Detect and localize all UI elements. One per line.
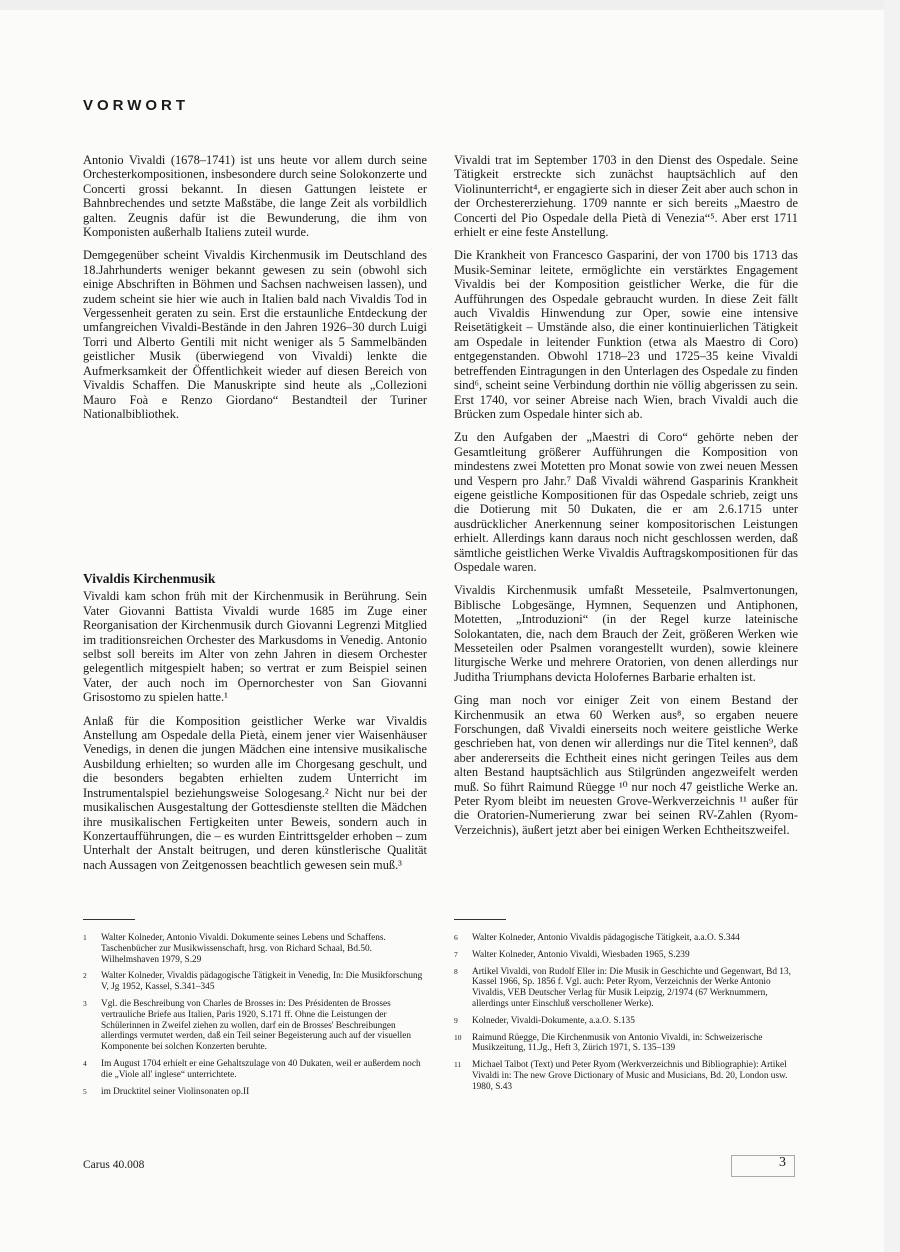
footnote-number: 3 (83, 998, 87, 1008)
footnote (454, 1060, 798, 1092)
left-column-top (83, 153, 427, 430)
footnote-text: Vgl. die Beschreibung von Charles de Brosses in: Des Présidenten de Brosses vertrauliche Briefe aus Italien, Paris 1920, S.171 ff. Ohne die Leistungen der Schülerinnen in Zweifel ziehen zu wollen, darf ein de Brosses' Beschreibungen allerdings vermutet werden, daß ein Teil seiner Begeisterung auch auf der visuellen Komponente bei solchen Konzerten beruhte. (101, 998, 411, 1053)
page-number: 3 (779, 1155, 786, 1170)
paragraph: Vivaldi kam schon früh mit der Kirchenmusik in Berührung. Sein Vater Giovanni Battista Vivaldi wurde 1685 im Zuge einer Reorganisation der Kirchenmusik durch Giovanni Legrenzi Mitglied im traditionsreichen Orchester des Markusdoms in Venedig. Antonio selbst soll bereits im Alter von zehn Jahren in diesem Orchester gelegentlich mitgespielt haben; so vertrat er zum Beispiel seinen Vater, der auch noch im Opernorchester von San Giovanni Grisostomo zu spielen hatte.¹ (83, 589, 427, 705)
footnote-number: 11 (454, 1060, 462, 1070)
footnote (454, 1033, 798, 1055)
footnote-text: Im August 1704 erhielt er eine Gehaltszulage von 40 Dukaten, weil er außerdem noch die „Viole all' inglese“ unterrichtete. (101, 1058, 421, 1080)
footnote-text: Walter Kolneder, Antonio Vivaldi, Wiesbaden 1965, S.239 (472, 949, 690, 960)
paragraph: Ging man noch vor einiger Zeit von einem Bestand der Kirchenmusik an etwa 60 Werken aus⁸, so ergaben neuere Forschungen, daß Vivaldi einerseits noch weitere geistliche Werke geschrieben hat, von denen wir allerdings nur die Titel kennen⁹, daß aber andererseits die Echtheit eines nicht geringen Teiles aus dem alten Bestand hauptsächlich aus Stilgründen angezweifelt werden muß. So führt Raimund Rüegge ¹⁰ nur noch 47 geistliche Werke an. Peter Ryom bleibt im neuesten Grove-Werkverzeichnis ¹¹ außer für die Oratorien-Numerierung zwar bei seinen RV-Zahlen (Ryom-Verzeichnis), äußert jetzt aber bei einigen Werken Echtheitszweifel. (454, 693, 798, 837)
footnote-text: im Drucktitel seiner Violinsonaten op.II (101, 1086, 250, 1097)
section-title: Vivaldis Kirchenmusik (83, 571, 216, 586)
publisher-catalog-number: Carus 40.008 (83, 1159, 145, 1171)
footnote-text: Kolneder, Vivaldi-Dokumente, a.a.O. S.135 (472, 1015, 635, 1026)
footnotes-left (83, 933, 427, 1103)
footnote-text: Walter Kolneder, Antonio Vivaldi. Dokumente seines Lebens und Schaffens. Taschenbücher zur Musikwissenschaft, hrsg. von Richard Schaal, Bd.50. Wilhelmshaven 1979, S.29 (101, 933, 386, 965)
footnote-number: 6 (454, 933, 458, 942)
right-column (454, 153, 798, 846)
footnote-number: 9 (454, 1015, 458, 1025)
footnote (83, 1087, 427, 1098)
paragraph: Vivaldi trat im September 1703 in den Dienst des Ospedale. Seine Tätigkeit erstreckte sich zunächst hauptsächlich auf den Violinunterricht⁴, er engagierte sich in dieser Zeit aber auch schon in der Orchestererziehung. 1709 nannte er sich bereits „Maestro de Concerti del Pio Ospedale della Pietà di Venezia“⁵. Aber erst 1711 erhielt er eine feste Anstellung. (454, 153, 798, 240)
footnote (454, 967, 798, 1010)
footnote-text: Walter Kolneder, Vivaldis pädagogische Tätigkeit in Venedig, In: Die Musikforschung V, Jg 1952, Kassel, S.341–345 (101, 971, 423, 993)
footnote-number: 1 (83, 933, 87, 942)
footnote-number: 5 (83, 1086, 87, 1096)
paragraph: Antonio Vivaldi (1678–1741) ist uns heute vor allem durch seine Orchesterkompositionen, insbesondere durch seine Solokonzerte und Concerti grossi bekannt. In diesen Gattungen leistete er Bahnbrechendes und setzte Maßstäbe, die lange Zeit als vorbildlich galten. Zeugnis dafür ist die Bewunderung, die ihm von Komponisten außerhalb Italiens zuteil wurde. (83, 153, 427, 240)
footnote-rule-left (83, 919, 135, 920)
footnote (454, 1016, 798, 1027)
footnote-number: 2 (83, 971, 87, 981)
page-heading: VORWORT (83, 97, 190, 114)
footnote (83, 933, 427, 965)
page-top-edge (0, 0, 900, 10)
footnote-text: Artikel Vivaldi, von Rudolf Eller in: Die Musik in Geschichte und Gegenwart, Bd 13, Kassel 1966, Sp. 1856 f. Vgl. auch: Peter Ryom, Verzeichnis der Werke Antonio Vivaldis, VEB Deutscher Verlag für Musik Leipzig, 2/1974 (67 Werknummern, allerdings unter Einschluß verschollener Werke). (472, 966, 791, 1009)
footnote-text: Raimund Rüegge, Die Kirchenmusik von Antonio Vivaldi, in: Schweizerische Musikzeitung, 11.Jg., Heft 3, Zürich 1971, S. 135–139 (472, 1032, 763, 1054)
paragraph: Die Krankheit von Francesco Gasparini, der von 1700 bis 1713 das Musik-Seminar leitete, ermöglichte ein verstärktes Engagement Vivaldis bei der Komposition geistlicher Werke, die für die Aufführungen des Ospedale gebraucht wurden. In diese Zeit fällt auch Vivaldis Hinwendung zur Oper, sowie eine intensive Reisetätigkeit – Umstände also, die einer kontinuierlichen Tätigkeit am Ospedale in leitender Funktion (etwa als Maestro di Coro) entgegenstanden. Obwohl 1718–23 und 1725–35 keine Vivaldi betreffenden Eintragungen in den Unterlagen des Ospedale zu finden sind⁶, scheint seine Verbindung dorthin nie völlig abgerissen zu sein. Erst 1740, vor seiner Abreise nach Wien, brach Vivaldi auch die Brücken zum Ospedale hinter sich ab. (454, 248, 798, 421)
footnote-text: Michael Talbot (Text) und Peter Ryom (Werkverzeichnis und Bibliographie): Artikel Vivaldi in: The new Grove Dictionary of Music and Musicians, Bd. 20, London usw. 1980, S.43 (472, 1060, 788, 1092)
footnote (454, 933, 798, 944)
page-right-edge (884, 0, 900, 1252)
footnote-number: 4 (83, 1058, 87, 1068)
footnote-number: 7 (454, 949, 458, 959)
paragraph: Anlaß für die Komposition geistlicher Werke war Vivaldis Anstellung am Ospedale della Pietà, einem jener vier Waisenhäuser Venedigs, in denen die jungen Mädchen eine intensive musikalische Ausbildung erhielten; so wurden alle im Chorgesang geschult, und die besonders begabten erhielten zudem Unterricht im Instrumentalspiel beziehungsweise Sologesang.² Nicht nur bei der musikalischen Ausgestaltung der Gottesdienste stellten die Mädchen ihre musikalischen Fertigkeiten unter Beweis, sondern auch in Konzertaufführungen, die – es wurden Eintrittsgelder erhoben – zum Unterhalt der Anstalt beitrugen, und deren künstlerische Qualität nach Aussagen von Zeitgenossen beachtlich gewesen sein muß.³ (83, 713, 427, 872)
footnote-text: Walter Kolneder, Antonio Vivaldis pädagogische Tätigkeit, a.a.O. S.344 (472, 933, 740, 943)
left-column-bottom (83, 572, 427, 881)
paragraph: Demgegenüber scheint Vivaldis Kirchenmusik im Deutschland des 18.Jahrhunderts weniger bekannt gewesen zu sein (obwohl sich einige Abschriften in Böhmen und Sachsen nachweisen lassen), und zudem scheint sie hier wie auch in Italien bald nach Vivaldis Tod in Vergessenheit geraten zu sein. Erst die erstaunliche Entdeckung der umfangreichen Vivaldi-Bestände in den Jahren 1926–30 durch Luigi Torri und Alberto Gentili mit nicht weniger als 5 Sammelbänden geistlicher Musik (überwiegend von Vivaldi) lenkte die Aufmerksamkeit der Öffentlichkeit wieder auf diesen Bereich von Vivaldis Schaffen. Die Manuskripte sind heute als „Collezioni Mauro Foà e Renzo Giordano“ Bestandteil der Turiner Nationalbibliothek. (83, 248, 427, 421)
footnote (83, 999, 427, 1053)
footnote-number: 8 (454, 966, 458, 976)
paragraph: Zu den Aufgaben der „Maestri di Coro“ gehörte neben der Gesamtleitung größerer Aufführungen die Komposition von mindestens zwei Motetten pro Monat sowie von zwei neuen Messen und Vespern pro Jahr.⁷ Daß Vivaldi während Gasparinis Krankheit eigene geistliche Kompositionen für das Ospedale schrieb, zeigt uns die Dotierung mit 50 Dukaten, die er am 2.6.1715 unter ausdrücklicher Anerkennung seiner kompositorischen Leistungen erhielt. Allerdings kann daraus noch nicht geschlossen werden, daß sämtliche geistlichen Werke Vivaldis Auftragskompositionen für das Ospedale waren. (454, 430, 798, 574)
footnote-rule-right (454, 919, 506, 920)
paragraph: Vivaldis Kirchenmusik umfaßt Messeteile, Psalmvertonungen, Biblische Lobgesänge, Hymnen, Sequenzen und Antiphonen, Motetten, „Introduzioni“ (in der Regel kurze lateinische Solokantaten, die, nach dem Brauch der Zeit, größeren Werken wie Messeteilen oder Psalmen vorangestellt wurden), sowie kleinere liturgische Werke und mehrere Oratorien, von denen allerdings nur Juditha Triumphans devicta Holofernes Barbarie erhalten ist. (454, 583, 798, 684)
footnote (83, 971, 427, 993)
footnote (454, 950, 798, 961)
footnote-number: 10 (454, 1032, 462, 1042)
footnotes-right (454, 933, 798, 1099)
footnote (83, 1059, 427, 1081)
